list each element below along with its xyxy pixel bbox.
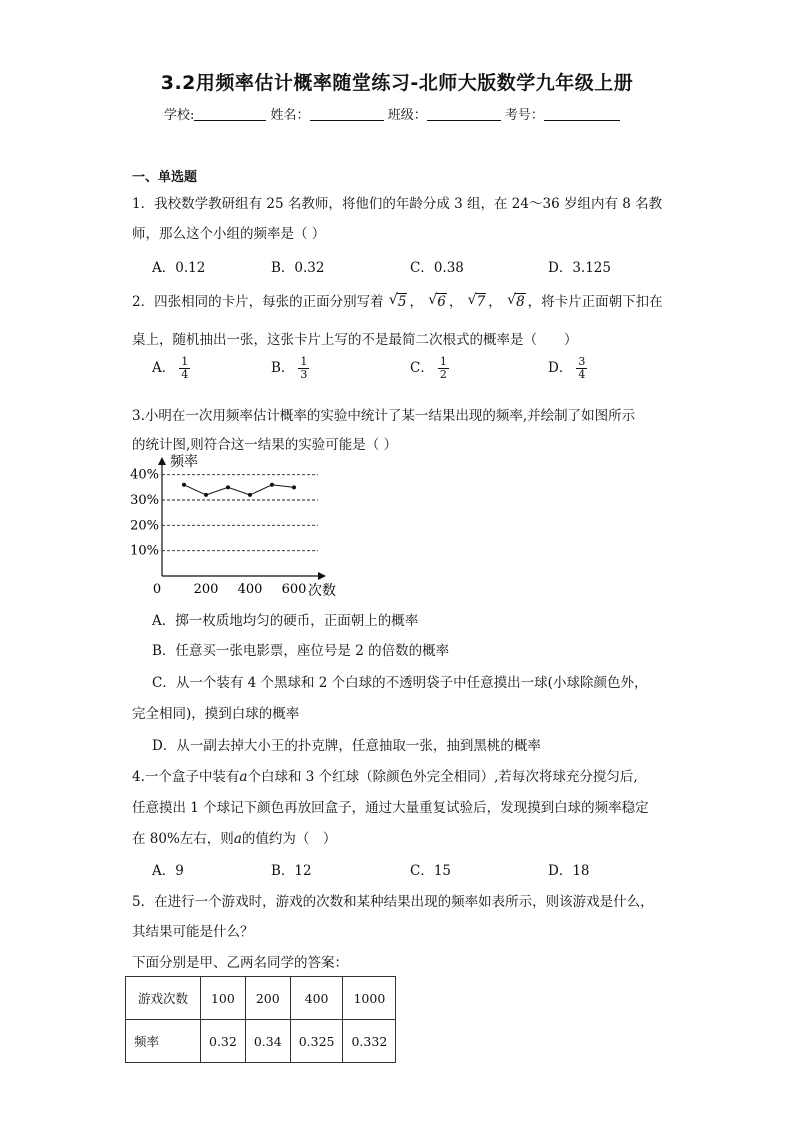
- separator: ，: [409, 294, 423, 310]
- separator: ，: [448, 294, 463, 310]
- radicand: 8: [516, 294, 525, 310]
- numerator: 1: [181, 355, 189, 368]
- variable-a: a: [233, 831, 242, 847]
- numerator: 3: [578, 355, 586, 368]
- radical-sqrt6: √ 6: [428, 292, 446, 310]
- q5-line2: 其结果可能是什么？: [132, 924, 254, 940]
- q1-option-b[interactable]: B．0.32: [271, 260, 325, 276]
- option-letter: D．: [548, 360, 573, 376]
- data-point: [292, 485, 296, 489]
- numerator: 1: [300, 355, 308, 368]
- denominator: 3: [300, 368, 308, 381]
- x-axis-arrow: [318, 572, 326, 580]
- radicand: 5: [397, 294, 407, 310]
- radical-sqrt5: √ 5: [388, 292, 407, 310]
- q4-option-d[interactable]: D．18: [548, 863, 590, 879]
- table-cell: 0.325: [290, 1020, 343, 1063]
- table-row: [126, 1020, 396, 1063]
- fraction: [298, 356, 309, 381]
- class-label: 班级：: [387, 108, 427, 123]
- name-label: 姓名：: [270, 108, 310, 123]
- radical-sqrt8: √ 8: [507, 292, 525, 310]
- q1-option-c[interactable]: C．0.38: [410, 260, 464, 276]
- data-point: [270, 483, 274, 487]
- school-label: 学校:: [164, 108, 195, 123]
- q4-line3: [132, 827, 336, 847]
- table-cell: 200: [245, 977, 290, 1020]
- y-tick-label: 30%: [130, 493, 159, 508]
- denominator: 4: [578, 368, 586, 381]
- q4-option-b[interactable]: B．12: [271, 863, 312, 879]
- table-cell: 400: [290, 977, 343, 1020]
- separator: ，: [488, 294, 502, 310]
- x-tick-label: 600: [281, 582, 307, 597]
- fraction: [576, 356, 587, 381]
- data-point: [204, 493, 208, 497]
- series-path: [184, 485, 294, 495]
- denominator: 2: [439, 368, 447, 381]
- class-blank[interactable]: [427, 107, 501, 121]
- number-label: 考号：: [504, 108, 544, 123]
- q2-option-b[interactable]: [271, 356, 309, 381]
- y-tick-label: 20%: [130, 518, 159, 534]
- radical-sqrt7: √ 7: [467, 292, 486, 310]
- q2-option-a[interactable]: [152, 356, 190, 381]
- q2-line1: [132, 290, 663, 310]
- number-blank[interactable]: [544, 107, 620, 121]
- origin-label: 0: [152, 582, 162, 597]
- numerator: 1: [439, 355, 447, 368]
- variable-a: a: [239, 769, 248, 785]
- student-info-line: [164, 104, 620, 123]
- data-point: [182, 483, 186, 487]
- q2-option-c[interactable]: [410, 356, 449, 381]
- radicand: 6: [437, 294, 446, 310]
- x-tick-label: 200: [193, 582, 219, 597]
- q3-option-b[interactable]: B．任意买一张电影票，座位号是 2 的倍数的概率: [152, 643, 450, 659]
- fraction: [438, 356, 449, 381]
- q4-text: 的值约为（ ）: [241, 831, 337, 847]
- option-letter: A．: [152, 360, 176, 376]
- q4-line2: 任意摸出 1 个球记下颜色再放回盒子，通过大量重复试验后，发现摸到白球的频率稳定: [132, 800, 649, 816]
- table-cell: 0.332: [343, 1020, 396, 1063]
- q2-line2: 桌上，随机抽出一张，这张卡片上写的不是最简二次根式的概率是（ ）: [132, 332, 578, 348]
- fraction: [179, 356, 190, 381]
- q2-suffix: ，将卡片正面朝下扣在: [527, 294, 663, 310]
- data-point: [226, 485, 230, 489]
- q1-line2: 师，那么这个小组的频率是（ ）: [132, 226, 326, 242]
- q1-line1: 1．我校数学教研组有 25 名教师，将他们的年龄分成 3 组，在 24～36 岁组内有 8 名教: [132, 196, 663, 212]
- page-title: 3.2用频率估计概率随堂练习-北师大版数学九年级上册: [160, 72, 634, 94]
- q4-line1: [132, 765, 638, 785]
- q2-prefix: 2．四张相同的卡片，每张的正面分别写着: [132, 294, 384, 310]
- option-letter: B．: [271, 360, 295, 376]
- table-cell: 100: [201, 977, 246, 1020]
- frequency-line-chart: [128, 452, 358, 602]
- name-blank[interactable]: [310, 107, 384, 121]
- q4-option-a[interactable]: A．9: [152, 863, 184, 879]
- school-blank[interactable]: [194, 107, 266, 121]
- q4-option-c[interactable]: C．15: [410, 863, 452, 879]
- q3-option-a[interactable]: A．掷一枚质地均匀的硬币，正面朝上的概率: [152, 613, 419, 629]
- tick-labels: [130, 468, 306, 597]
- section-heading: 一、单选题: [132, 170, 198, 185]
- y-axis-arrow: [158, 457, 166, 465]
- frequency-table: [125, 976, 396, 1063]
- q5-line1: 5．在进行一个游戏时，游戏的次数和某种结果出现的频率如表所示，则该游戏是什么，: [132, 894, 654, 910]
- table-cell: 1000: [343, 977, 396, 1020]
- table-row: [126, 977, 396, 1020]
- q4-text: 在 80%左右，则: [132, 831, 234, 847]
- option-letter: C．: [410, 360, 434, 376]
- q3-option-d[interactable]: D．从一副去掉大小王的扑克牌，任意抽取一张，抽到黑桃的概率: [152, 738, 541, 754]
- y-axis-label: 频率: [170, 454, 198, 470]
- table-cell: 0.32: [201, 1020, 246, 1063]
- q2-option-d[interactable]: [548, 356, 587, 381]
- y-tick-label: 40%: [130, 467, 159, 483]
- q4-text: 4.一个盒子中装有: [132, 769, 240, 785]
- q1-option-d[interactable]: D．3.125: [548, 260, 611, 276]
- q5-line3: 下面分别是甲、乙两名同学的答案：: [132, 955, 348, 971]
- table-cell: 游戏次数: [126, 977, 201, 1020]
- series-line: [182, 483, 296, 497]
- table-cell: 0.34: [245, 1020, 290, 1063]
- q3-line2: 的统计图,则符合这一结果的实验可能是（ ）: [132, 437, 398, 453]
- q3-line1: 3.小明在一次用频率估计概率的实验中统计了某一结果出现的频率,并绘制了如图所示: [132, 408, 636, 424]
- q3-option-c-cont: 完全相同)，摸到白球的概率: [132, 706, 300, 722]
- axes: [153, 454, 336, 599]
- x-tick-label: 400: [237, 582, 263, 597]
- q3-option-c[interactable]: C．从一个装有 4 个黑球和 2 个白球的不透明袋子中任意摸出一球(小球除颜色外，: [152, 675, 648, 691]
- table-cell: 频率: [126, 1020, 201, 1063]
- x-axis-label: 次数: [308, 583, 336, 599]
- q4-text: 个白球和 3 个红球（除颜色外完全相同）,若每次将球充分搅匀后,: [247, 769, 638, 785]
- data-point: [248, 493, 252, 497]
- q1-option-a[interactable]: A．0.12: [152, 260, 206, 276]
- y-tick-label: 10%: [130, 543, 159, 559]
- denominator: 4: [181, 368, 189, 381]
- radicand: 7: [476, 294, 486, 310]
